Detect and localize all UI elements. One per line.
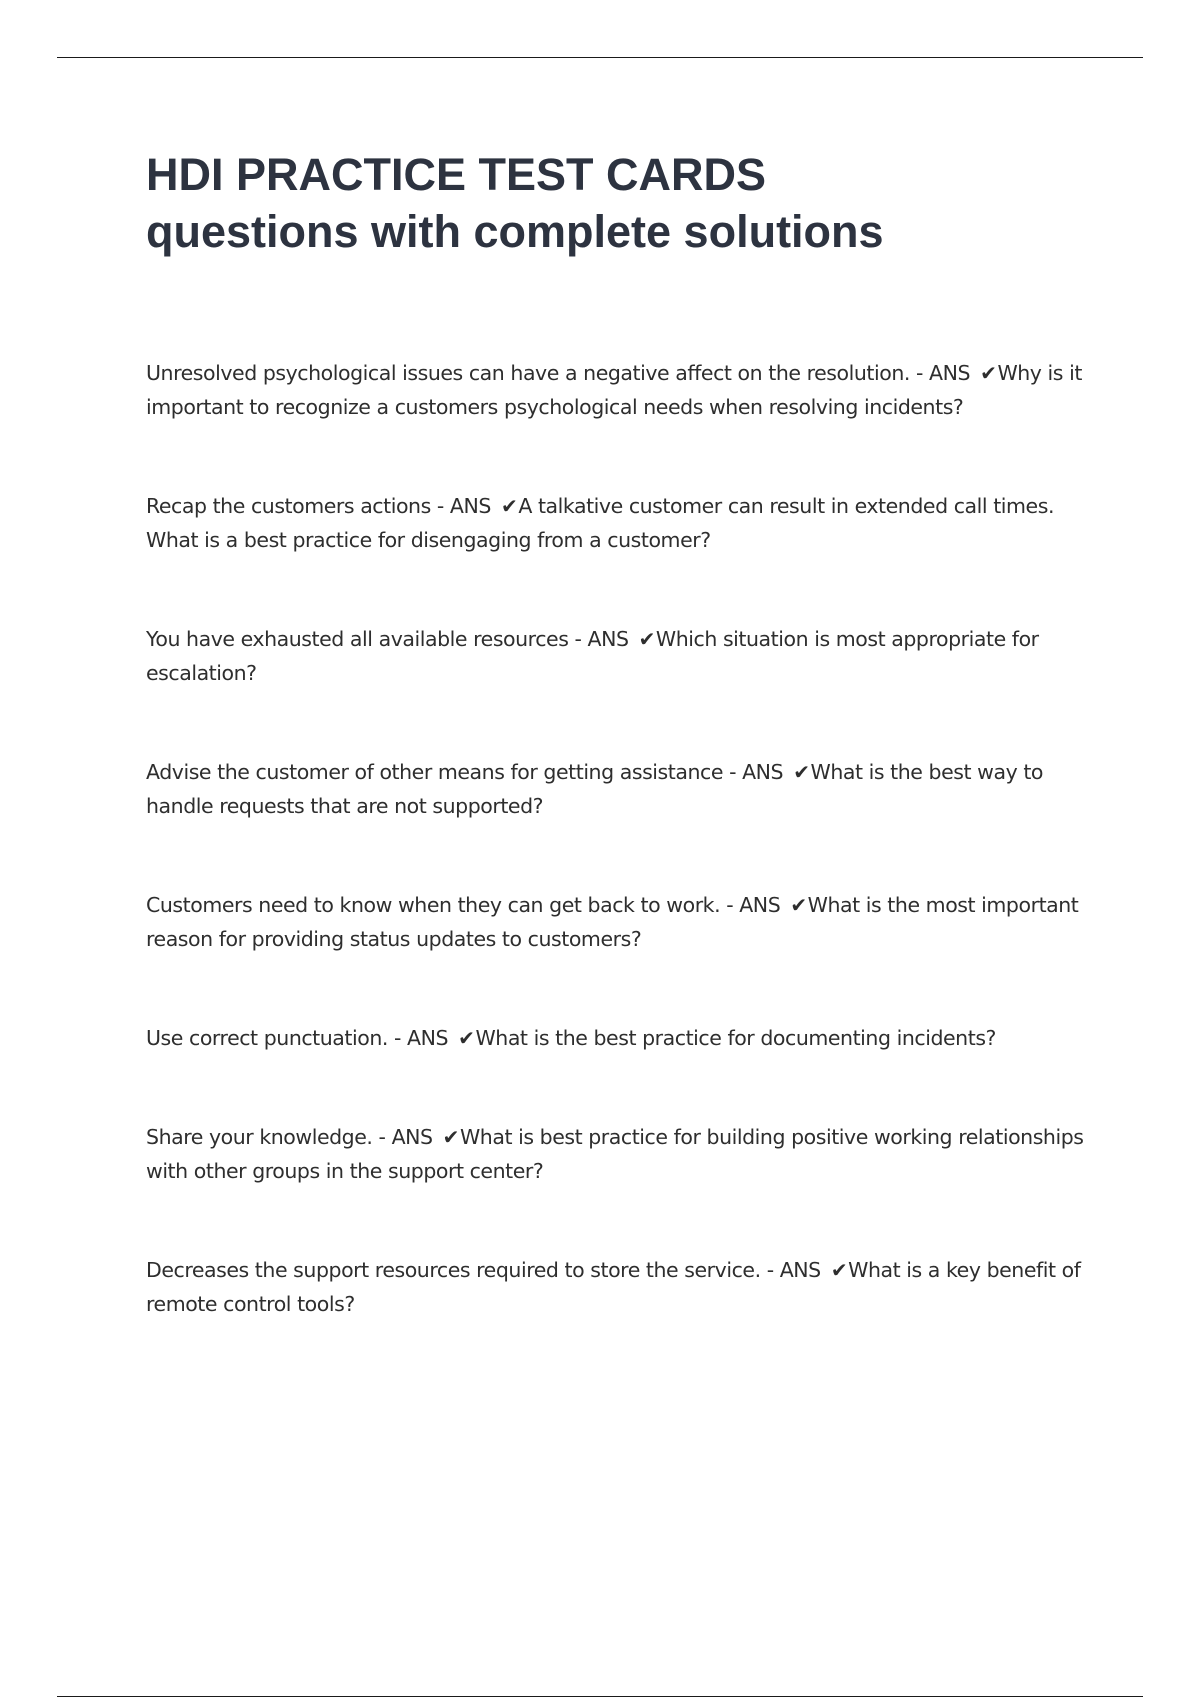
checkmark-icon: ✔ bbox=[980, 361, 997, 385]
checkmark-icon: ✔ bbox=[501, 494, 518, 518]
checkmark-icon: ✔ bbox=[830, 1258, 848, 1282]
card-answer: Unresolved psychological issues can have a negative affect on the resolution. bbox=[146, 361, 910, 385]
page-title-line-2: questions with complete solutions bbox=[146, 206, 884, 257]
flashcard bbox=[146, 1021, 1086, 1055]
flashcard bbox=[146, 622, 1086, 690]
checkmark-icon: ✔ bbox=[638, 627, 655, 651]
flashcard bbox=[146, 489, 1086, 557]
card-question: What is a key benefit of remote control tools? bbox=[146, 1258, 1081, 1316]
flashcard-list bbox=[146, 356, 1086, 1386]
ans-separator: - ANS bbox=[723, 760, 790, 784]
ans-separator: - ANS bbox=[720, 893, 787, 917]
flashcard bbox=[146, 888, 1086, 956]
card-question: A talkative customer can result in extended call times. What is a best practice for disengaging from a customer? bbox=[146, 494, 1055, 552]
page-title-line-1: HDI PRACTICE TEST CARDS bbox=[146, 149, 767, 200]
checkmark-icon: ✔ bbox=[790, 893, 807, 917]
flashcard bbox=[146, 1253, 1086, 1321]
card-answer: You have exhausted all available resources bbox=[146, 627, 569, 651]
flashcard bbox=[146, 356, 1086, 424]
ans-separator: - ANS bbox=[372, 1125, 439, 1149]
card-answer: Customers need to know when they can get back to work. bbox=[146, 893, 721, 917]
checkmark-icon: ✔ bbox=[442, 1125, 459, 1149]
card-answer: Use correct punctuation. bbox=[146, 1026, 388, 1050]
ans-separator: - ANS bbox=[387, 1026, 455, 1050]
card-answer: Recap the customers actions bbox=[146, 494, 431, 518]
flashcard bbox=[146, 1120, 1086, 1188]
ans-separator: - ANS bbox=[909, 361, 977, 385]
card-question: What is the best practice for documenting incidents? bbox=[475, 1026, 996, 1050]
checkmark-icon: ✔ bbox=[458, 1026, 475, 1050]
flashcard bbox=[146, 755, 1086, 823]
card-answer: Advise the customer of other means for getting assistance bbox=[146, 760, 724, 784]
ans-separator: - ANS bbox=[568, 627, 635, 651]
card-question: Why is it important to recognize a customers psychological needs when resolving incidents? bbox=[146, 361, 1082, 419]
page-title bbox=[146, 146, 1106, 260]
checkmark-icon: ✔ bbox=[793, 760, 810, 784]
ans-separator: - ANS bbox=[760, 1258, 827, 1282]
card-question: What is the best way to handle requests that are not supported? bbox=[146, 760, 1043, 818]
ans-separator: - ANS bbox=[430, 494, 497, 518]
card-question: What is the most important reason for providing status updates to customers? bbox=[146, 893, 1079, 951]
bottom-divider bbox=[57, 1696, 1143, 1697]
top-divider bbox=[57, 57, 1143, 58]
card-question: What is best practice for building positive working relationships with other groups in the support center? bbox=[146, 1125, 1084, 1183]
card-answer: Decreases the support resources required to store the service. bbox=[146, 1258, 761, 1282]
card-answer: Share your knowledge. bbox=[146, 1125, 373, 1149]
card-question: Which situation is most appropriate for escalation? bbox=[146, 627, 1039, 685]
